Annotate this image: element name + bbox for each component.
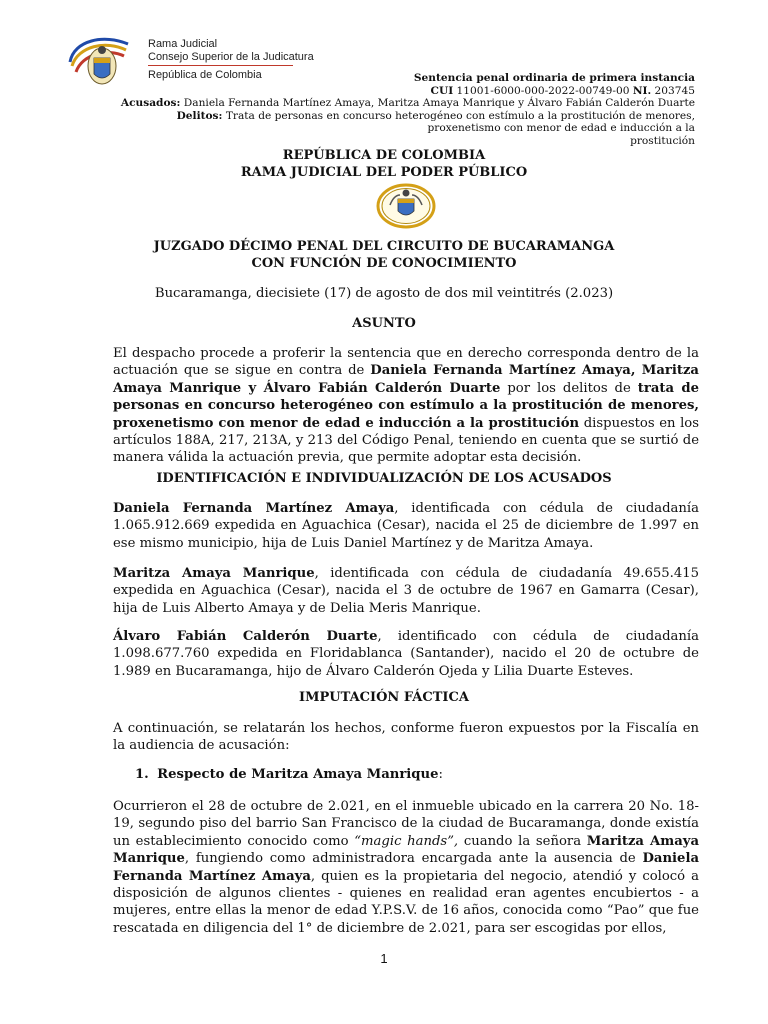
court-subtitle: CON FUNCIÓN DE CONOCIMIENTO <box>251 256 517 271</box>
identificacion-heading: IDENTIFICACIÓN E INDIVIDUALIZACIÓN DE LOS ACUSADOS <box>156 471 612 486</box>
facts-name-2: Daniela Fernanda Martínez Amaya <box>113 851 699 884</box>
org-line-2: Consejo Superior de la Judicatura <box>148 50 314 63</box>
document-date: Bucaramanga, diecisiete (17) de agosto de dos mil veintitrés (2.023) <box>154 286 614 301</box>
sentence-type: Sentencia penal ordinaria de primera instancia <box>413 72 695 84</box>
cui-label: CUI <box>430 84 454 97</box>
branch-title: RAMA JUDICIAL DEL PODER PÚBLICO <box>240 165 528 180</box>
asunto-text-1: El despacho procede a proferir la sentencia que en derecho corresponda dentro de la actuación que se sigue en contra de <box>113 346 699 379</box>
facts-paragraph <box>113 798 699 937</box>
defendant-1-paragraph <box>113 500 699 552</box>
acusados-label: Acusados: <box>120 97 181 110</box>
facts-name-1: Maritza Amaya Manrique <box>113 833 699 867</box>
delitos-line-1: Trata de personas en concurso heterogéneo con estímulo a la prostitución de menores, <box>225 109 695 122</box>
acusados-value: Daniela Fernanda Martínez Amaya, Maritza Amaya Manrique y Álvaro Fabián Calderón Duarte <box>183 97 695 110</box>
ni-value: 203745 <box>654 84 695 97</box>
asunto-paragraph <box>113 345 699 467</box>
facts-text-1: Ocurrieron el 28 de octubre de 2.021, en el inmueble ubicado en la carrera 20 No. 18-19, segundo piso del barrio San Francisco de la ciudad de Bucaramanga, donde existía un establecimiento conocido como <box>113 799 699 849</box>
asunto-defendants: Daniela Fernanda Martínez Amaya, Maritza Amaya Manrique y Álvaro Fabián Calderón Duarte <box>113 363 699 396</box>
defendant-2-name: Maritza Amaya Manrique <box>113 566 315 581</box>
asunto-text-3: dispuestos en los artículos 188A, 217, 213A, y 213 del Código Penal, teniendo en cuenta que se surtió de manera válida la actuación previa, que permite adoptar esta decisión. <box>113 415 699 466</box>
facts-text-3: , fungiendo como administradora encargada ante la ausencia de <box>184 851 643 867</box>
item-title: Respecto de Maritza Amaya Manrique <box>157 767 439 782</box>
defendant-3-name: Álvaro Fabián Calderón Duarte <box>113 629 378 644</box>
defendant-1-text: , identificada con cédula de ciudadanía 1.065.912.669 expedida en Aguachica (Cesar), nacida el 25 de diciembre de 1.997 en ese mismo municipio, hija de Luis Daniel Martínez y de Maritza Amaya. <box>113 501 699 551</box>
defendant-3-text: , identificado con cédula de ciudadanía 1.098.677.760 expedida en Floridablanca (Santander), nacido el 20 de octubre de 1.989 en Bucaramanga, hijo de Álvaro Calderón Ojeda y Lilia Duarte Esteves. <box>113 629 699 679</box>
cui-value: 11001-6000-000-2022-00749-00 <box>456 84 630 97</box>
item-number: 1. <box>135 767 149 782</box>
org-line-3: República de Colombia <box>148 69 262 81</box>
org-line-1: Rama Judicial <box>148 38 218 50</box>
page-number: 1 <box>380 951 388 966</box>
defendant-1-name: Daniela Fernanda Martínez Amaya <box>113 501 395 516</box>
facts-text-2: cuando la señora <box>458 833 587 849</box>
ni-label: NI. <box>632 84 652 97</box>
establishment-name: “magic hands”, <box>354 833 459 849</box>
delitos-line-2: proxenetismo con menor de edad e inducción a la <box>427 122 695 135</box>
delitos-label: Delitos: <box>176 109 223 122</box>
facts-text-4: , quien es la propietaria del negocio, atendió y colocó a disposición de algunos clientes - quienes en realidad eran agentes encubiertos - a mujeres, entre ellas la menor de edad Y.P.S.V. de 16 años, conocida como “Pao” que fue rescatada en diligencia del 1° de diciembre de 2.021, para ser escogidas por ellos, <box>113 868 699 936</box>
imputacion-intro: A continuación, se relatarán los hechos, conforme fueron expuestos por la Fiscalía en la audiencia de acusación: <box>113 721 699 754</box>
defendant-2-text: , identificada con cédula de ciudadanía 49.655.415 expedida en Aguachica (Cesar), nacida el 3 de octubre de 1967 en Gamarra (Cesar), hija de Luis Alberto Amaya y de Delia Meris Manrique. <box>113 566 699 616</box>
asunto-crimes: trata de personas en concurso heterogéneo con estímulo a la prostitución de menores, proxenetismo con menor de edad e inducción a la prostitución <box>113 380 699 431</box>
delitos-line-3: prostitución <box>630 134 695 147</box>
numbered-item <box>135 766 695 783</box>
org-divider <box>148 65 293 66</box>
defendant-3-paragraph <box>113 628 699 680</box>
defendant-2-paragraph <box>113 565 699 617</box>
imputacion-heading: IMPUTACIÓN FÁCTICA <box>299 690 469 705</box>
colombia-coat-of-arms <box>376 183 436 229</box>
item-colon: : <box>438 767 443 782</box>
asunto-heading: ASUNTO <box>352 316 416 331</box>
asunto-text-2: por los delitos de <box>500 380 638 396</box>
court-title: JUZGADO DÉCIMO PENAL DEL CIRCUITO DE BUCARAMANGA <box>153 239 615 254</box>
country-title: REPÚBLICA DE COLOMBIA <box>282 148 486 163</box>
case-metadata <box>55 72 695 148</box>
